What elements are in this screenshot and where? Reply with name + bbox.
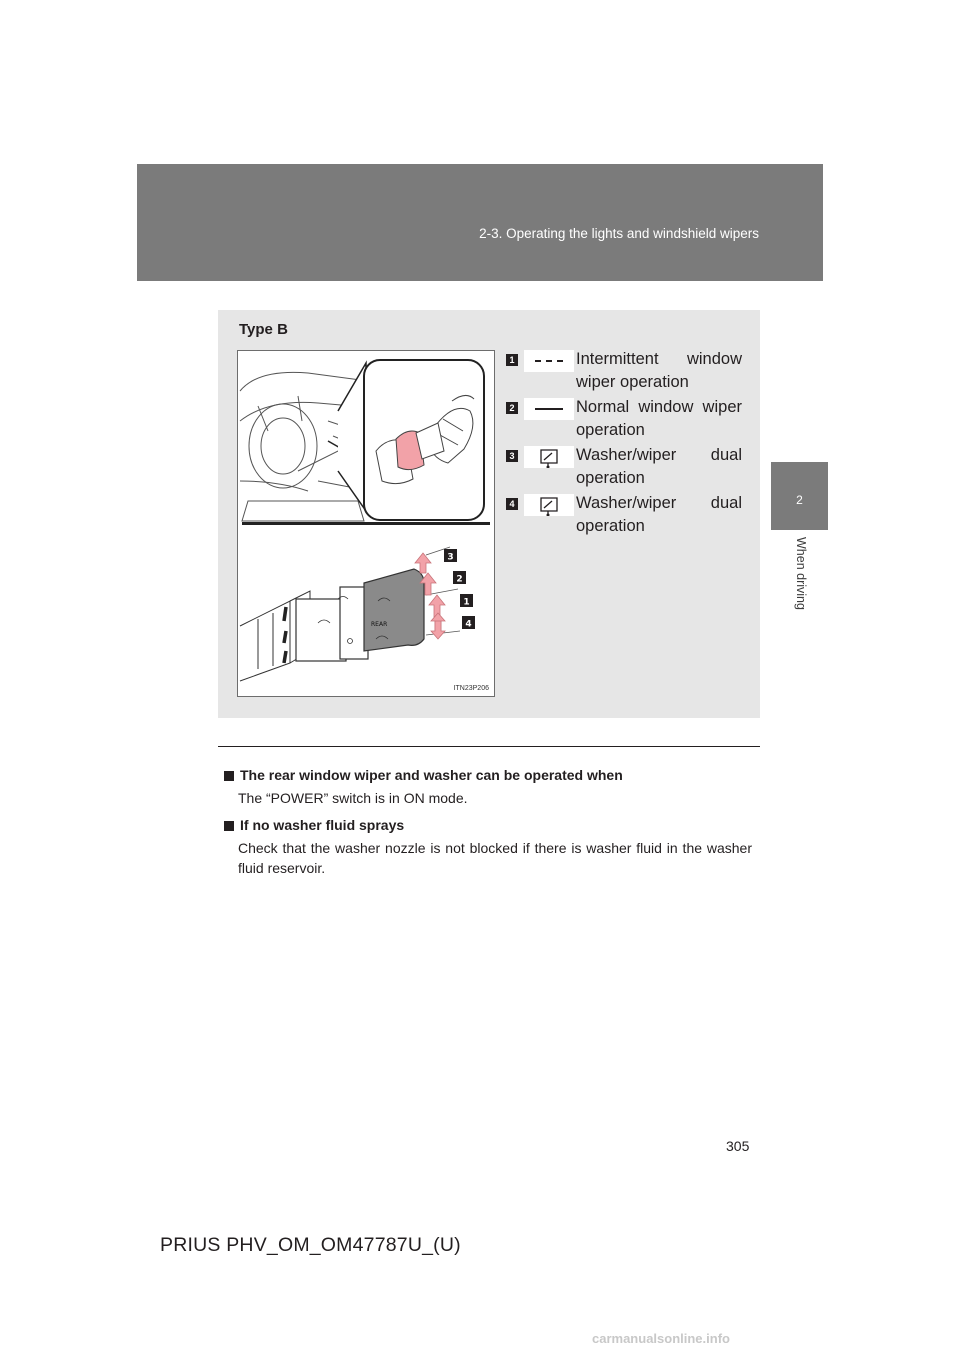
legend-text-line1: Washer/wiper dual [576, 494, 742, 512]
chapter-tab [771, 462, 828, 530]
legend-text-line1: Normal window wiper [576, 398, 742, 416]
legend-item-3 [506, 446, 742, 492]
watermark: carmanualsonline.info [592, 1331, 730, 1346]
header-bar [137, 164, 823, 281]
legend-text-line2: operation [576, 421, 645, 439]
note-heading-text: The rear window wiper and washer can be operated when [240, 767, 623, 783]
illustration-code: ITN23P206 [453, 685, 489, 692]
wiper-switch-illustration [237, 350, 495, 697]
type-label: Type B [239, 321, 288, 338]
chapter-number: 2 [796, 493, 803, 507]
note-body: The “POWER” switch is in ON mode. [238, 790, 468, 806]
legend-item-4 [506, 494, 742, 540]
rear-washer-icon [524, 446, 574, 468]
dashed-line-icon [524, 350, 574, 372]
solid-line-icon [524, 398, 574, 420]
legend-badge: 4 [506, 498, 518, 510]
legend-text [576, 444, 742, 490]
legend-text-line1: Washer/wiper dual [576, 446, 742, 464]
note-heading-text: If no washer fluid sprays [240, 817, 405, 833]
manual-code-footer: PRIUS PHV_OM_OM47787U_(U) [160, 1234, 461, 1256]
chapter-label: When driving [794, 537, 808, 610]
legend-text [576, 396, 742, 442]
note-body: Check that the washer nozzle is not blocked if there is washer fluid in the washer fluid reservoir. [238, 840, 752, 876]
section-title: 2-3. Operating the lights and windshield wipers [479, 226, 759, 241]
legend-text-line2: wiper operation [576, 373, 689, 391]
note-heading [224, 815, 752, 835]
switch-rear-label: REAR [371, 621, 388, 628]
notes-section [224, 765, 752, 885]
legend-text-line2: operation [576, 517, 645, 535]
callout-badges [444, 549, 475, 630]
rear-washer-icon [524, 494, 574, 516]
legend-badge: 3 [506, 450, 518, 462]
callout-2: 2 [456, 574, 463, 585]
legend-badge: 1 [506, 354, 518, 366]
legend-text [576, 348, 742, 394]
page-number: 305 [726, 1138, 750, 1154]
legend-text [576, 492, 742, 538]
legend-badge: 2 [506, 402, 518, 414]
legend-item-2 [506, 398, 742, 444]
callout-4: 4 [465, 619, 472, 630]
wiper-lever-drawing [238, 351, 494, 696]
callout-3: 3 [447, 552, 454, 563]
note-heading [224, 765, 752, 785]
callout-1: 1 [463, 597, 470, 608]
square-bullet-icon [224, 821, 234, 831]
legend-text-line1: Intermittent window [576, 350, 742, 368]
legend-item-1 [506, 350, 742, 396]
square-bullet-icon [224, 771, 234, 781]
legend-text-line2: operation [576, 469, 645, 487]
section-divider [218, 746, 760, 747]
